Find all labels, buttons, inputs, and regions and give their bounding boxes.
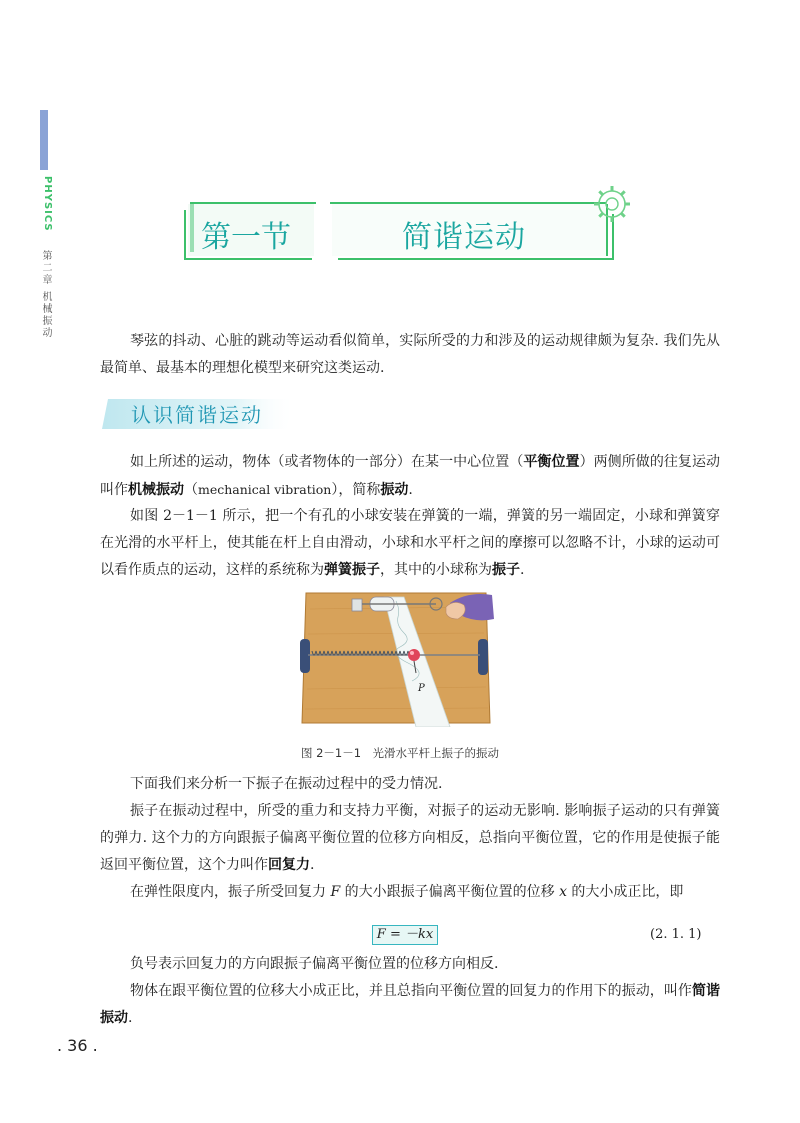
formula-box: F = －kx	[372, 925, 438, 945]
paragraph-restoring-force: 振子在振动过程中，所受的重力和支持力平衡，对振子的运动无影响. 影响振子运动的只有弹簧的弹力. 这个力的方向跟振子偏离平衡位置的位移方向相反，总指向平衡位置，它的作用是使振子能返回平衡位置，这个力叫作回复力.	[100, 803, 720, 873]
formula-number: (2. 1. 1)	[650, 927, 702, 942]
intro-paragraph: 琴弦的抖动、心脏的跳动等运动看似简单，实际所受的力和涉及的运动规律颇为复杂. 我们先从最简单、最基本的理想化模型来研究这类运动.	[100, 333, 720, 376]
subheading: 认识简谐运动	[131, 403, 263, 427]
paragraph-hooke: 在弹性限度内，振子所受回复力 F 的大小跟振子偏离平衡位置的位移 x 的大小成正比，即	[130, 884, 684, 900]
term-vibration: 振动	[380, 482, 409, 498]
sidebar-color-bar	[40, 110, 48, 170]
figure-point-label: P	[418, 683, 425, 694]
term-restoring-force: 回复力	[268, 857, 310, 873]
term-spring-oscillator: 弹簧振子	[324, 562, 380, 578]
section-header-frame	[0, 170, 800, 280]
figure-caption: 图 2－1－1 光滑水平杆上振子的振动	[300, 746, 500, 760]
paragraph-mechanical-vibration: 如上所述的运动，物体（或者物体的一部分）在某一中心位置（平衡位置）两侧所做的往复运动叫作机械振动（mechanical vibration），简称振动.	[100, 454, 721, 498]
paragraph-spring-oscillator: 如图 2－1－1 所示，把一个有孔的小球安装在弹簧的一端，弹簧的另一端固定，小球和弹簧穿在光滑的水平杆上，使其能在杆上自由滑动，小球和水平杆之间的摩擦可以忽略不计，小球的运动可以看作质点的运动，这样的系统称为弹簧振子，其中的小球称为振子.	[100, 508, 720, 578]
term-mechanical-vibration: 机械振动	[128, 482, 184, 498]
term-simple-harmonic-vibration: 简谐振动	[100, 983, 721, 1026]
figure-spring-oscillator	[300, 589, 496, 727]
sidebar-subject: PHYSICS	[42, 176, 53, 232]
term-equilibrium-position: 平衡位置	[523, 454, 580, 470]
english-term: mechanical vibration	[198, 482, 332, 497]
section-label: 第一节	[201, 220, 291, 255]
term-oscillator: 振子	[492, 562, 520, 578]
variable-f: F	[330, 884, 341, 900]
gear-icon	[594, 186, 630, 222]
paragraph-force-analysis: 下面我们来分析一下振子在振动过程中的受力情况.	[130, 776, 443, 792]
variable-x: x	[559, 884, 567, 900]
section-title: 简谐运动	[402, 220, 526, 255]
paragraph-simple-harmonic: 物体在跟平衡位置的位移大小成正比，并且总指向平衡位置的回复力的作用下的振动，叫作简谐振动.	[100, 983, 721, 1026]
sidebar-chapter: 第二章 机械振动	[40, 250, 51, 340]
paragraph-negative-sign: 负号表示回复力的方向跟振子偏离平衡位置的位移方向相反.	[130, 956, 499, 972]
page-number: . 36 .	[57, 1036, 98, 1055]
